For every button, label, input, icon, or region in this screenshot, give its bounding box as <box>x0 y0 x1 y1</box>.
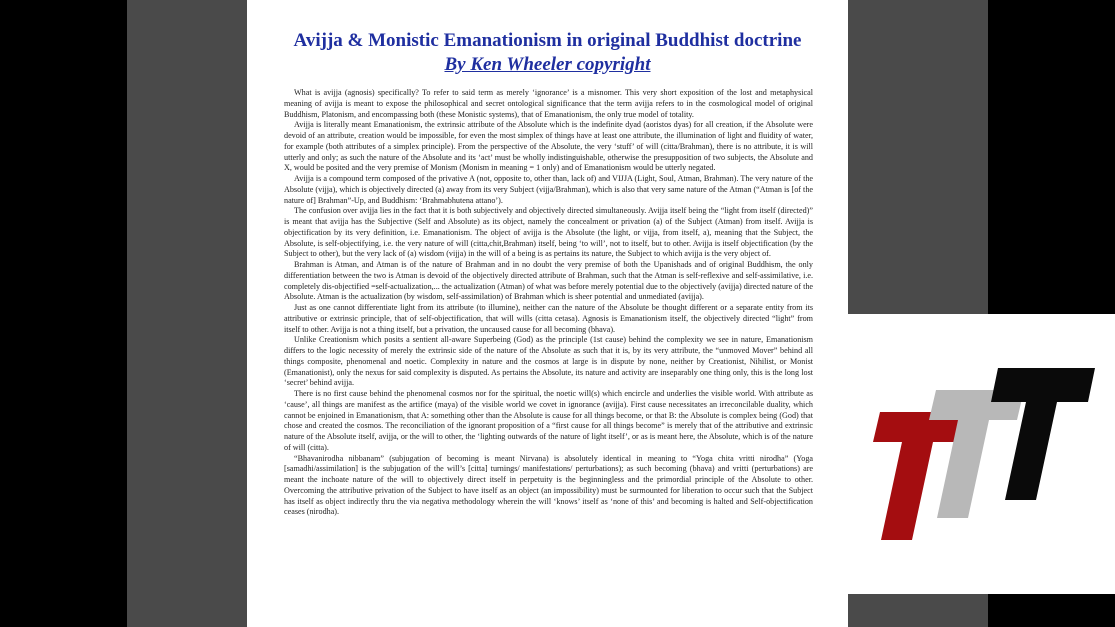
paragraph: “Bhavanirodha nibbanam” (subjugation of becoming is meant Nirvana) is absolutely identical in meaning to “Yoga chita vritti nirodha” (Yoga [samadhi/assimilation] is the subjugation of the will’s [citta] turnings/ manifestations/ perturbations); as such becoming (bhava) and vritti (perturbations) are meant the inchoate nature of the will to objectively direct itself in perpetuity is the beginningless and the primordial principle of the Absolute to other. Overcoming the attributive privation of the Subject to have itself as an object (an impossibility) must be surmounted for liberation to occur such that the Subject has itself as object indirectly thru the via negativa methodology wherein the will ‘knows’ itself as ‘none of this’ and becoming is halted and Self-objectification ceases (nirodha). <box>284 453 813 517</box>
document-title: Avijja & Monistic Emanationism in original Buddhist doctrine <box>293 30 802 51</box>
paragraph: Just as one cannot differentiate light from its attribute (to illumine), neither can the nature of the Absolute be thought different or a separate entity from its attributive or extrinsic principle, that of self-objectification, that will wills (citta cetasa). Agnosis is Emanationism itself, the objectively directed “light” from itself to other. Avijja is not a thing itself, but a privation, the uncaused cause for all becoming (bhava). <box>284 303 813 334</box>
paragraph: What is avijja (agnosis) specifically? To refer to said term as merely ‘ignorance’ is a misnomer. This very short exposition of the lost and metaphysical meaning of avijja is meant to expose the philosophical and secret ontological significance that the term avijja refers to in the cosmological model of original Buddhism, Platonism, and encompassing both (these Monistic systems), that of Emanationism, the only true model of totality. <box>284 88 813 119</box>
paragraph: Avijja is a compound term composed of the privative A (not, opposite to, other than, lack of) and VIJJA (Light, Soul, Atman, Brahman). The very nature of the Absolute (vijja), which is objectively directed (a) away from its very Subject (vijja/Brahman), which is also that very same nature of the Atman (“Atman is [of the nature of] Brahman”-Up, and Buddhism: ‘Brahmabhutena attano’). <box>284 174 813 205</box>
paragraph: Avijja is literally meant Emanationism, the extrinsic attribute of the Absolute which is the indefinite dyad (aoristos dyas) for all creation, if the Absolute were devoid of an attribute, creation would be impossible, for even the most simplex of things have at least one attribute, the illumination of light and fluidity of water, for example (both attributes of a simplex principle). From the perspective of the Absolute, the very ‘stuff’ of will (citta/Brahman), there is no attribute, it is will utterly and only; as such the nature of the Absolute and its ‘act’ must be wholly indistinguishable, otherwise the presupposition of two subjects, the Absolute and X, would be posited and the very premise of Monism (Monism in meaning = 1 only) and of Emanationism would be utterly negated. <box>284 120 813 173</box>
paragraph: The confusion over avijja lies in the fact that it is both subjectively and objectively directed simultaneously. Avijja itself being the “light from itself (directed)” is meant that avijja has the Subjective (Self and Absolute) as its object, namely the concealment or privation (a) of the Subject (Atman) from itself. Avijja is objectification by its very definition, i.e. Emanationism. The object of avijja is the Absolute (the light, or vijja, from itself, a), meaning that the Subject, the Absolute, is self-objectifying, i.e. the very nature of will (citta,chit,Brahman) itself, being ‘to will’, not to itself, but to other. Avijja is itself objectification (by the Subject to other), but the very lack of (a) wisdom (vijja) in the will of a being is as pertains its nature, the Subject to which avijja is the very object of. <box>284 206 813 259</box>
logo-letter-t-black <box>991 368 1095 500</box>
ttt-logo <box>848 314 1115 594</box>
document-body <box>247 76 848 518</box>
paragraph: Unlike Creationism which posits a sentient all-aware Superbeing (God) as the principle (1st cause) behind the complexity we see in nature, Emanationism differs to the logic necessity of merely the extrinsic side of the nature of the Absolute as such that it is, by its very attribute, the “unmoved Mover” behind all things composite, phenomenal and noetic. Complexity in nature and the cosmos at large is in dispute by none, neither by Creationist, Nihilist, or Monist (Emanationist), only the nexus for said complexity is disputed. As pertains the Absolute, its nature and activity are inseparably one thing only, this is the long lost ‘secret’ behind avijja. <box>284 335 813 388</box>
ttt-logo-graphic <box>848 314 1115 594</box>
document-page <box>247 0 848 627</box>
paragraph: Brahman is Atman, and Atman is of the nature of Brahman and in no doubt the very premise of both the Upanishads and of original Buddhism, the only differentiation between the two is Atman is devoid of the objectively directed attribute of Brahman, such that the Atman is self-reflexive and self-assimilative, i.e. completely dis-objectified =self-actualization,... the actualization (Atman) of what was before merely potential due to the objectively (avijja) directed nature of the Absolute. Atman is the actualization (by wisdom, self-assimilation) of Brahman which is sheer potential and unmediated (avijja). <box>284 260 813 302</box>
paragraph: There is no first cause behind the phenomenal cosmos nor for the spiritual, the noetic will(s) which encircle and underlies the visible world. With attribute as ‘cause’, all things are manifest as the artifice (maya) of the visible world we covet in ignorance (avijja). First cause necessitates an irreconcilable duality, which cannot be enjoined in Emanationism, that A: something other than the Absolute is cause for all things become, or that B: the Absolute is complex being (God) that chose and created the cosmos. The reconciliation of the ignorant proposition of a “first cause for all things become” is merely that of the attributive and extrinsic nature of the Absolute itself, avijja, or the will to other, the ‘lighting outwards of the nature of light itself’, or as is meant here, the Absolute, which is of the nature of will (citta). <box>284 389 813 452</box>
author-line <box>247 54 848 76</box>
author-link[interactable]: By Ken Wheeler copyright <box>444 54 651 75</box>
left-black-bar <box>0 0 127 627</box>
left-gray-margin <box>127 0 247 627</box>
